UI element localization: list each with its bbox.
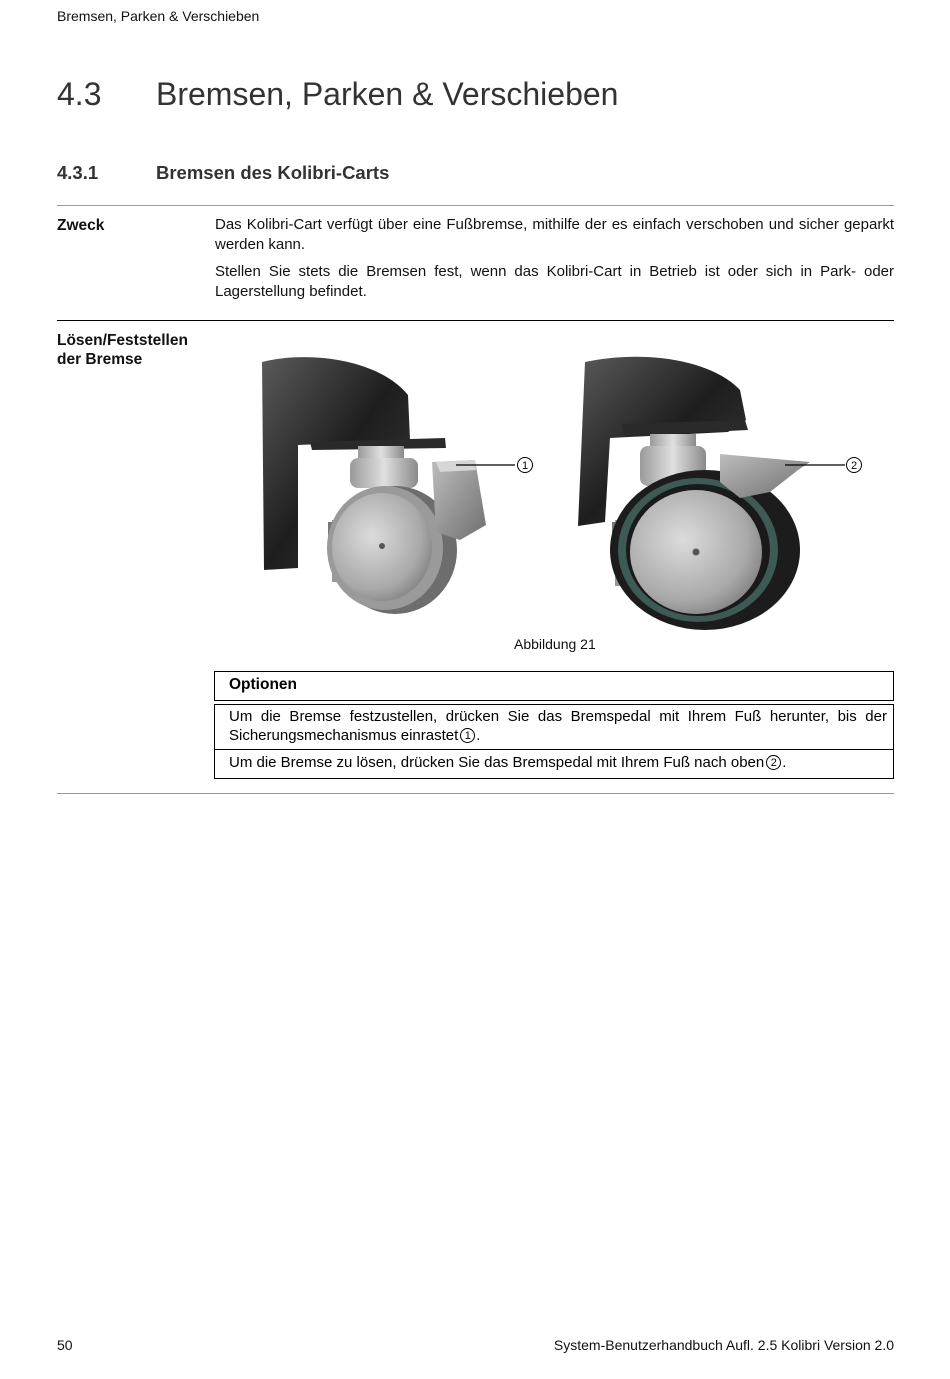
brake-label-line-2: der Bremse xyxy=(57,351,143,368)
divider-middle xyxy=(57,320,894,321)
brake-figure xyxy=(250,350,870,635)
callout-1-label: 1 xyxy=(521,460,529,472)
options-row-lock-period: . xyxy=(476,727,481,744)
options-row-release-text: Um die Bremse zu lösen, drücken Sie das Bremspedal mit Ihrem Fuß nach oben xyxy=(229,754,765,771)
callout-1-inline: 1 xyxy=(460,728,475,743)
subsection-heading xyxy=(57,162,389,184)
options-row-release xyxy=(214,750,894,779)
figure-caption: Abbildung 21 xyxy=(514,636,596,652)
divider-bottom xyxy=(57,793,894,794)
options-heading: Optionen xyxy=(214,671,894,701)
left-caster xyxy=(262,357,533,614)
options-table xyxy=(214,671,894,779)
subsection-number: 4.3.1 xyxy=(57,162,99,183)
footer-doc-title: System-Benutzerhandbuch Aufl. 2.5 Kolibri Version 2.0 xyxy=(553,1337,894,1353)
page-number: 50 xyxy=(57,1337,73,1353)
section-heading xyxy=(57,76,618,113)
running-header: Bremsen, Parken & Verschieben xyxy=(57,8,260,24)
subsection-title: Bremsen des Kolibri-Carts xyxy=(156,162,390,183)
section-title: Bremsen, Parken & Verschieben xyxy=(156,76,619,112)
purpose-paragraph-2: Stellen Sie stets die Bremsen fest, wenn das Kolibri-Cart in Betrieb ist oder sich in Park- oder Lagerstellung befindet. xyxy=(215,263,894,300)
brake-label-line-1: Lösen/Feststellen xyxy=(57,332,188,349)
callout-2-inline: 2 xyxy=(766,755,781,770)
options-row-lock xyxy=(214,704,894,750)
section-number: 4.3 xyxy=(57,76,102,112)
options-row-release-period: . xyxy=(782,754,787,771)
options-row-lock-text: Um die Bremse festzustellen, drücken Sie das Bremspedal mit Ihrem Fuß herunter, bis der Sicherungsmechanismus einrastet xyxy=(229,708,887,744)
callout-2-label: 2 xyxy=(850,460,858,472)
divider-top xyxy=(57,205,894,206)
brake-label xyxy=(57,331,207,369)
right-caster xyxy=(578,357,862,630)
purpose-label: Zweck xyxy=(57,217,105,234)
purpose-paragraph-1: Das Kolibri-Cart verfügt über eine Fußbremse, mithilfe der es einfach verschoben und sicher geparkt werden kann. xyxy=(215,216,894,253)
